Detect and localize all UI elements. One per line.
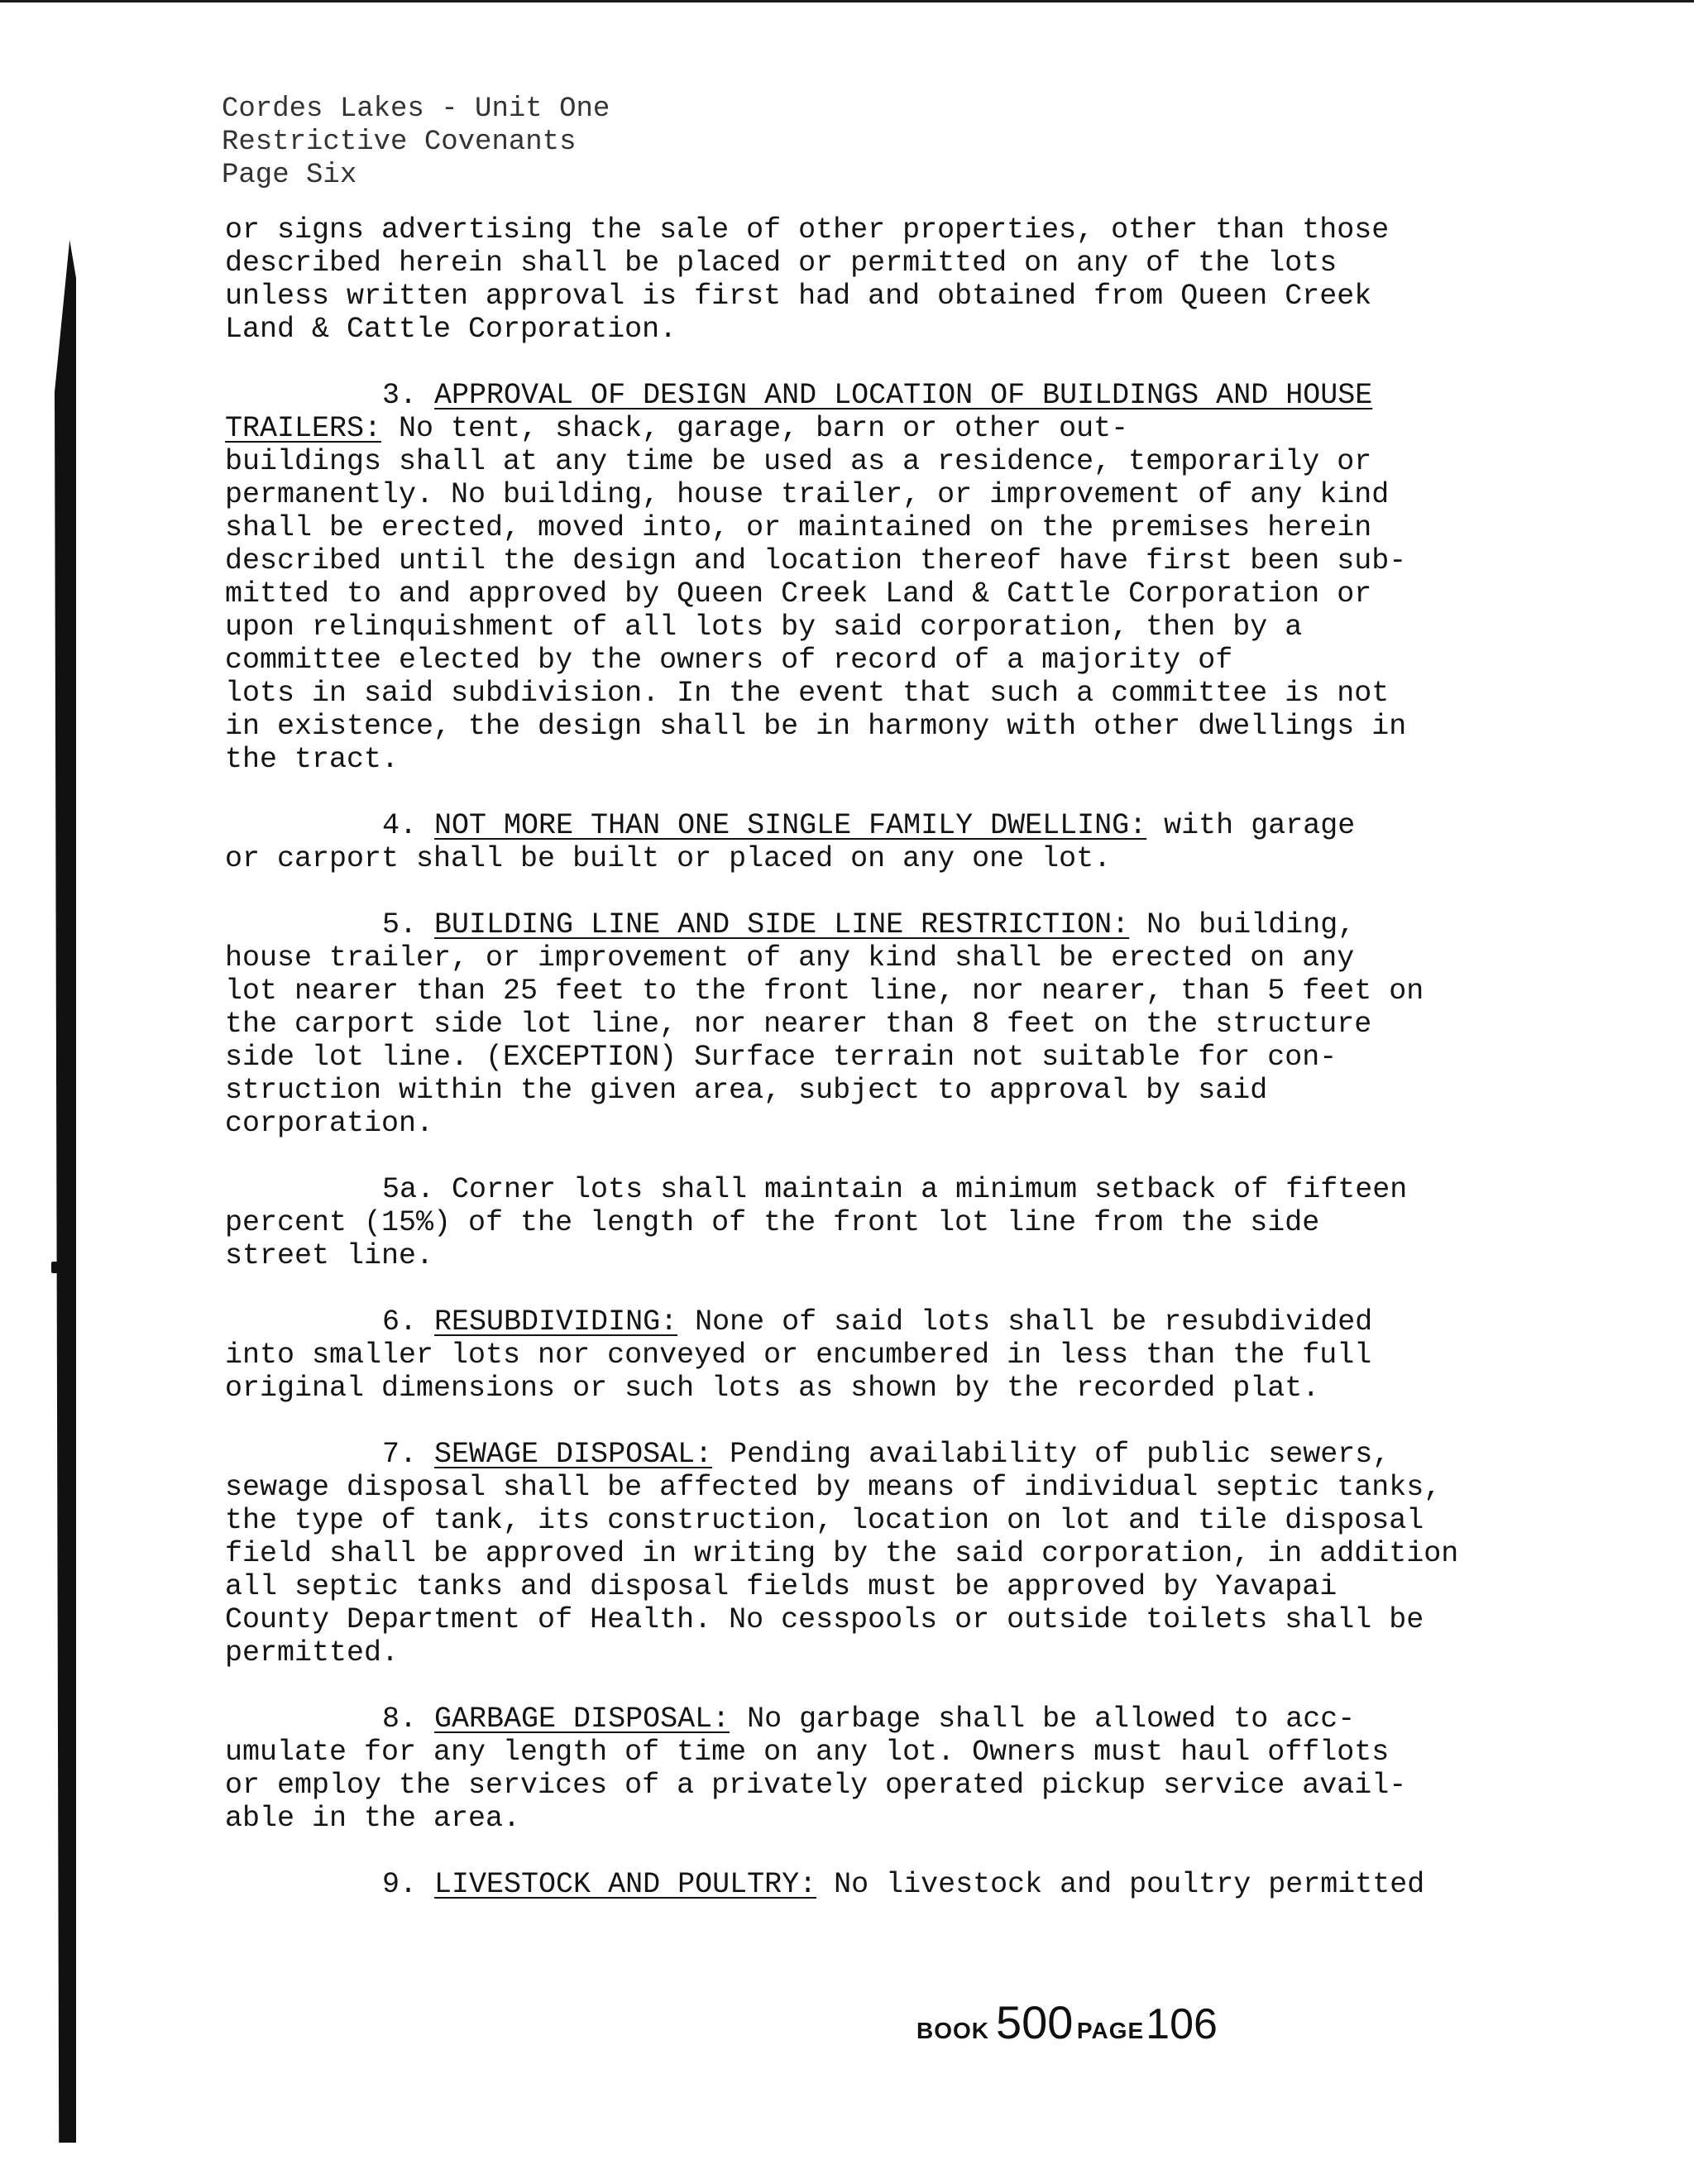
section-heading: APPROVAL OF DESIGN AND LOCATION OF BUILDINGS AND HOUSE TRAILERS: xyxy=(225,379,1373,445)
section-number: 5a. xyxy=(382,1173,435,1206)
document-body xyxy=(225,213,1590,1901)
scan-binding-edge xyxy=(55,240,76,2143)
section-number: 4. xyxy=(382,809,418,842)
page-header xyxy=(222,93,610,192)
section-heading: RESUBDIVIDING: xyxy=(434,1305,678,1339)
section-3 xyxy=(225,379,1590,776)
book-number: 500 xyxy=(996,1996,1074,2048)
section-heading: SEWAGE DISPOSAL: xyxy=(434,1438,713,1471)
page-label: PAGE xyxy=(1076,2018,1145,2043)
book-label: BOOK xyxy=(916,2018,989,2043)
section-text: No building, house trailer, or improvement of any kind shall be erected on any lot nearer than 25 feet to the front line, nor nearer, than 5 feet on the carport side lot line, nor nearer than 8 feet on the structure side lot line. (EXCEPTION) Surface terrain not suitable for con- struction within the given area, subject to approval by said corporation. xyxy=(225,908,1424,1140)
header-line-2: Restrictive Covenants xyxy=(222,127,577,158)
section-7 xyxy=(225,1438,1590,1669)
section-heading: NOT MORE THAN ONE SINGLE FAMILY DWELLING: xyxy=(434,809,1147,842)
section-text: None of said lots shall be resubdivided into smaller lots nor conveyed or encumbered in less than the full original dimensions or such lots as shown by the recorded plat. xyxy=(225,1305,1373,1405)
section-5a xyxy=(225,1173,1590,1272)
header-line-1: Cordes Lakes - Unit One xyxy=(222,93,610,125)
section-number: 6. xyxy=(382,1305,418,1339)
section-text: No tent, shack, garage, barn or other out- buildings shall at any time be used as a residence, temporarily or permanently. No building, house trailer, or improvement of any kind shall be erected, moved into, or maintained on the premises herein described until the design and location thereof have first been sub- mitted to and approved by Queen Creek Land & Cattle Corporation or upon relinquishment of all lots by said corporation, then by a committee elected by the owners of record of a majority of lots in said subdivision. In the event that such a committee is not in existence, the design shall be in harmony with other dwellings in the tract. xyxy=(225,412,1407,776)
page-number: 106 xyxy=(1146,2000,1218,2048)
section-number: 8. xyxy=(382,1703,418,1736)
section-text: with garage or carport shall be built or placed on any one lot. xyxy=(225,809,1356,875)
section-4 xyxy=(225,809,1590,875)
section-number: 9. xyxy=(382,1868,418,1901)
section-heading: GARBAGE DISPOSAL: xyxy=(434,1703,730,1736)
intro-paragraph: or signs advertising the sale of other properties, other than those described herein shall be placed or permitted on any of the lots unless written approval is first had and obtained from Queen Creek Land & Cattle Corporation. xyxy=(225,213,1390,346)
section-5 xyxy=(225,908,1590,1140)
section-6 xyxy=(225,1305,1590,1405)
scan-punch-mark xyxy=(51,1262,58,1273)
section-number: 3. xyxy=(382,379,418,412)
section-heading: LIVESTOCK AND POULTRY: xyxy=(434,1868,817,1901)
section-text: No livestock and poultry permitted xyxy=(816,1868,1425,1901)
section-9 xyxy=(225,1868,1590,1901)
section-text: Corner lots shall maintain a minimum setback of fifteen percent (15%) of the length of the front lot line from the side street line. xyxy=(225,1173,1408,1272)
recording-stamp xyxy=(916,1995,1218,2049)
section-heading: BUILDING LINE AND SIDE LINE RESTRICTION: xyxy=(434,908,1130,941)
section-number: 7. xyxy=(382,1438,418,1471)
top-edge-rule xyxy=(0,0,1694,2)
section-text: Pending availability of public sewers, sewage disposal shall be affected by means of individual septic tanks, the type of tank, its construction, location on lot and tile disposal field shall be approved in writing by the said corporation, in addition all septic tanks and disposal fields must be approved by Yavapai County Department of Health. No cesspools or outside toilets shall be permitted. xyxy=(225,1438,1459,1669)
section-number: 5. xyxy=(382,908,418,941)
header-line-3: Page Six xyxy=(222,160,357,191)
section-text: No garbage shall be allowed to acc- umulate for any length of time on any lot. Owners must haul offlots or employ the services of a privately operated pickup service avail- able in the area. xyxy=(225,1703,1407,1835)
section-8 xyxy=(225,1703,1590,1835)
